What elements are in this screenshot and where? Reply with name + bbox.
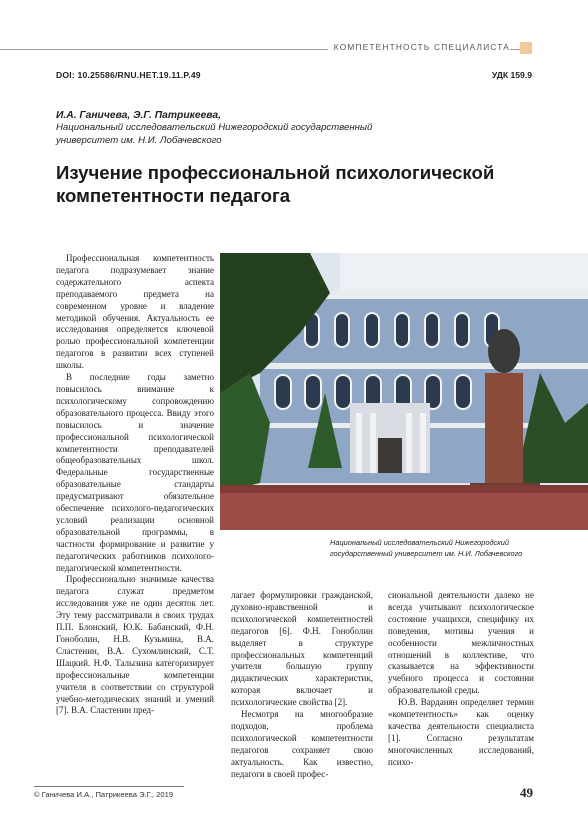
- entrance-door: [378, 438, 402, 473]
- page-number: 49: [520, 785, 533, 800]
- university-photo: [220, 253, 588, 530]
- monument-bust: [488, 329, 520, 373]
- paragraph: Несмотря на многообразие подходов, проблема психологической компетентности педагогов сохраняет свою актуальность. Как известно, педагоги в своей профес-: [231, 709, 373, 779]
- text-column-1: [56, 253, 214, 717]
- article-title: Изучение профессиональной психологической компетентности педагога: [56, 162, 495, 206]
- doi: DOI: 10.25586/RNU.HET.19.11.P.49: [56, 70, 201, 80]
- building-cornice-mid: [260, 363, 588, 369]
- paragraph: Профессионально значимые качества педагога служат предметом исследования уже не один десяток лет. Эту тему рассматривали в своих трудах П.П. Блонский, Ю.К. Бабанский, Ф.Н. Гоноболин, Н.В. Кузьмина, В.А. Сластенин, В.А. Сухомлинский, С.Т. Шацкий. Н.Ф. Талызина категоризирует профессиональные компетенции учителя в соответствии со структурой учебно-методических знаний и умений [7]. В.А. Сластенин пред-: [56, 574, 214, 716]
- rubric-color-block: [520, 42, 532, 54]
- section-rubric: КОМПЕТЕНТНОСТЬ СПЕЦИАЛИСТА: [328, 42, 510, 52]
- authors: И.А. Ганичева, Э.Г. Патрикеева,: [56, 110, 221, 121]
- text-column-3: [388, 590, 534, 769]
- footnote-rule: [34, 786, 184, 787]
- paragraph: лагает формулировки гражданской, духовно-нравственной и психологической компетентностей педагогов [6]. Ф.Н. Гоноболин выделяет в структуре профессиональных компетенций учителя большую группу дидактических характеристик, которая включает и психологические свойства [2].: [231, 590, 373, 708]
- paragraph: Профессиональная компетентность педагога подразумевает знание содержательного аспекта преподаваемого предмета на современном уровне и владение методикой обучения. Актуальность ее исследования определяется ключевой ролью профессиональной компетенции педагогов в развитии всех ступеней школы.: [56, 253, 214, 371]
- photo-clouds: [340, 253, 588, 293]
- pavement-shade: [220, 485, 588, 493]
- udk-code: УДК 159.9: [491, 70, 532, 80]
- paragraph: В последние годы заметно повысилось внимание к психологическому сопровождению образовательного процесса. Ввиду этого повысилось и значение профессиональной психологической компетентности преподавателей общеобразовательных школ. Федеральные государственные образовательные стандарты предусматривают обязательное обеспечение психолого-педагогических условий реализации основной образовательной программы, в частности формирование и развитие у педагогических работников психолого-педагогической компетентности.: [56, 372, 214, 573]
- paragraph: Ю.В. Варданян определяет термин «компетентность» как оценку качества деятельности специалиста [1]. Согласно результатам многочисленных исследований, психо-: [388, 697, 534, 767]
- monument-pedestal: [485, 373, 523, 485]
- copyright: © Ганичева И.А., Патрикеева Э.Г., 2019: [34, 790, 174, 799]
- affiliation: Национальный исследовательский Нижегородский государственный университет им. Н.И. Лобачевского: [56, 122, 373, 146]
- photo-caption: Национальный исследовательский Нижегородский государственный университет им. Н.И. Лобачевского: [330, 538, 523, 558]
- text-column-2: [231, 590, 373, 781]
- paragraph: сиональной деятельности далеко не всегда учитывают психологическое состояние учащихся, специфику их поведения, мотивы учения и особенности межличностных отношений в коллективе, что сказывается на эффективности учебного процесса и состоянии образовательной среды.: [388, 590, 534, 696]
